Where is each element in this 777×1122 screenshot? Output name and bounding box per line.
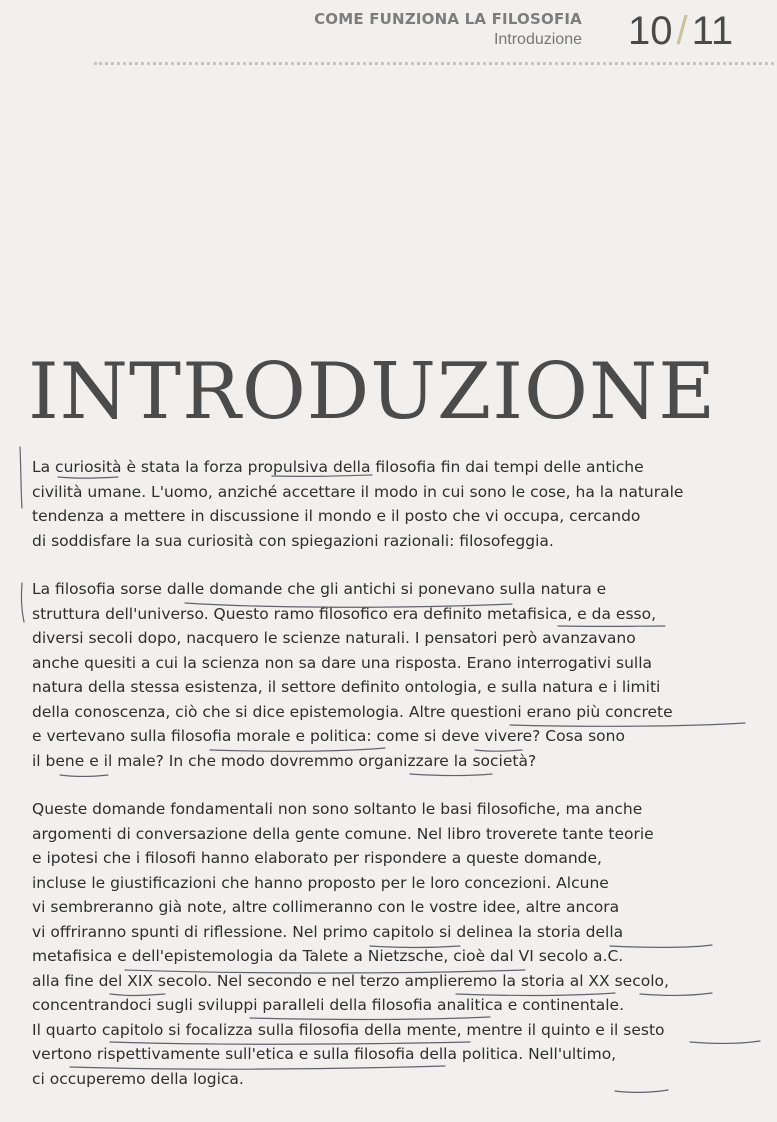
page-separator: / [676,9,688,53]
paragraph-2: La filosofia sorse dalle domande che gli antichi si ponevano sulla natura e struttura dell'universo. Questo ramo filosofico era definito metafisica, e da esso, diversi secoli dopo, nacquero le scienze naturali. I pensatori però avanzavano anche quesiti a cui la scienza non sa dare una risposta. Erano interrogativi sulla natura della stessa esistenza, il settore definito ontologia, e sulla natura e i limiti della conoscenza, ciò che si dice epistemologia. Altre questioni erano più concrete e vertevano sulla filosofia morale e politica: come si deve vivere? Cosa sono il bene e il male? In che modo dovremmo organizzare la società? [32,580,673,770]
section-name: Introduzione [493,31,582,48]
page-current: 10 [628,9,673,53]
margin-mark [21,583,24,622]
margin-mark [20,447,22,508]
page-number [628,8,733,54]
chapter-title: INTRODUZIONE [28,347,717,437]
paragraph-1: La curiosità è stata la forza propulsiva della filosofia fin dai tempi delle antiche civilità umane. L'uomo, anziché accettare il modo in cui sono le cose, ha la naturale tendenza a mettere in discussione il mondo e il posto che vi occupa, cercando di soddisfare la sua curiosità con spiegazioni razionali: filosofeggia. [32,458,684,550]
paragraph-3: Queste domande fondamentali non sono soltanto le basi filosofiche, ma anche argomenti di conversazione della gente comune. Nel libro troverete tante teorie e ipotesi che i filosofi hanno elaborato per rispondere a queste domande, incluse le giustificazioni che hanno proposto per le loro concezioni. Alcune vi sembreranno già note, altre collimeranno con le vostre idee, altre ancora vi offriranno spunti di riflessione. Nel primo capitolo si delinea la storia della metafisica e dell'epistemologia da Talete a Nietzsche, cioè dal VI secolo a.C. alla fine del XIX secolo. Nel secondo e nel terzo amplieremo la storia al XX secolo, concentrandoci sugli sviluppi paralleli della filosofia analitica e continentale. Il quarto capitolo si focalizza sulla filosofia della mente, mentre il quinto e il sesto vertono rispettivamente sull'etica e sulla filosofia della politica. Nell'ultimo, ci occuperemo della logica. [32,800,669,1088]
page-header [0,6,777,66]
book-title: COME FUNZIONA LA FILOSOFIA [314,10,582,28]
page-next: 11 [691,9,734,53]
body-text [32,455,767,1115]
dotted-rule [94,62,774,65]
